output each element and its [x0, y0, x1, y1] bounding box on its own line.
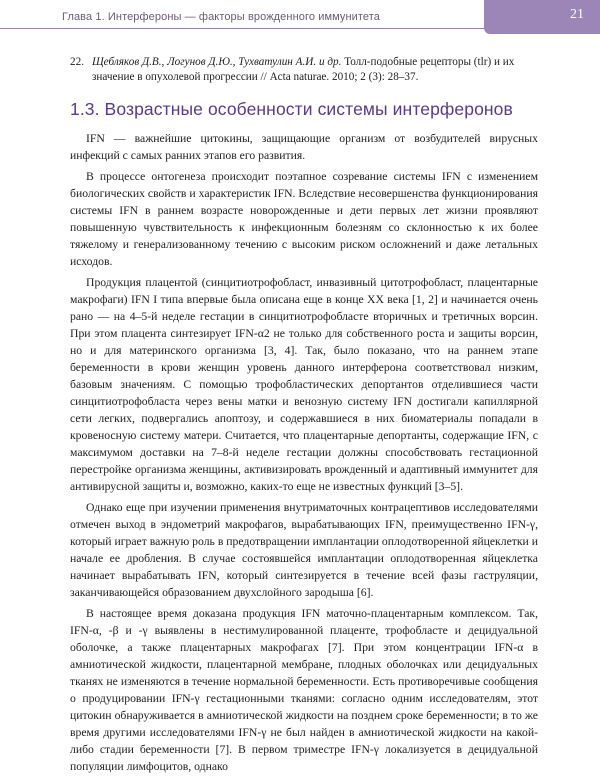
- page-number-tab: [484, 0, 600, 34]
- running-header: [0, 0, 600, 34]
- paragraph: Однако еще при изучении применения внутриматочных контрацептивов исследователями отмечен выход в эндометрий макрофагов, вырабатывающих IFN, преимущественно IFN-γ, который играет важную роль в предотвращении имплантации оплодотворенной яйцеклетки и начале ее дробления. В случае состоявшейся имплантации оплодотворенная яйцеклетка начинает вырабатывать IFN, который синтезируется в течение всей фазы гаструляции, заканчивающейся образованием двухслойного зародыша [6].: [70, 501, 538, 599]
- paragraph: В настоящее время доказана продукция IFN маточно-плацентарным комплексом. Так, IFN-α, -β и -γ выявлены в нестимулированной плаценте, трофобласте и децидуальной оболочке, а также плацентарных макрофагах [7]. При этом концентрации IFN-α в амниотической жидкости, плацентарной мембране, плодных оболочках или децидуальных тканях не изменяются в течение нормальной беременности. Есть противоречивые сообщения о продуцировании IFN-γ гестационными тканями: согласно одним исследователям, этот цитокин обнаруживается в амниотической жидкости на позднем сроке беременности; в то же время другими исследователями IFN-γ не был найден в амниотической жидкости на какой-либо стадии беременности [7]. В первом триместре IFN-γ локализуется в децидуальной популяции лимфоцитов, однако: [70, 607, 538, 773]
- reference-entry: [70, 55, 540, 85]
- paragraph: В процессе онтогенеза происходит поэтапное созревание системы IFN с изменением биологических свойств и характеристик IFN. Вследствие несовершенства функционирования системы IFN в раннем возрасте новорожденные и дети первых лет жизни проявляют повышенную чувствительность к инфекционным болезням со склонностью к их более тяжелому и генерализованному течению с высоким риском осложнений и даже летальных исходов.: [70, 170, 538, 268]
- page-number: 21: [570, 7, 584, 22]
- section-heading: 1.3. Возрастные особенности системы интерферонов: [70, 99, 513, 119]
- paragraph: Продукция плацентой (синцитиотрофобласт, инвазивный цитотрофобласт, плацентарные макрофаги) IFN I типа впервые была описана еще в конце XX века [1, 2] и начинается очень рано — на 4–5-й неделе гестации в синцитиотрофобласте вторичных и третичных ворсин. При этом плацента синтезирует IFN-α2 не только для собственного роста и защиты ворсин, но и для материнского организма [3, 4]. Так, было показано, что на раннем этапе беременности в крови женщин уровень данного интерферона соответствовал низким, базовым значениям. С помощью трофобластических депортантов отделившиеся части синцитиотрофобласта через вены матки и венозную систему IFN достигали капиллярной сети легких, подвергались апоптозу, и содержавшиеся в них биоматериалы попадали в кровеносную систему матери. Считается, что плацентарные депортанты, содержащие IFN, с максимумом доставки на 7–8-й неделе гестации должны способствовать гестационной перестройке организма женщины, активизировать врожденный и адаптивный иммунитет для антивирусной защиты и, возможно, каких-то еще не известных функций [3–5].: [70, 276, 538, 493]
- body-text: [70, 130, 538, 779]
- reference-number: 22.: [70, 56, 84, 68]
- reference-body: Толл-подобные рецепторы (tlr) и их значение в опухолевой прогрессии // Acta naturae. 2010; 2 (3): 28–37.: [92, 56, 515, 83]
- chapter-title: Глава 1. Интерфероны — факторы врожденного иммунитета: [62, 11, 381, 23]
- reference-authors: Щебляков Д.В., Логунов Д.Ю., Тухватулин А.И. и др.: [92, 56, 342, 68]
- paragraph: IFN — важнейшие цитокины, защищающие организм от возбудителей вирусных инфекций с самых ранних этапов его развития.: [70, 132, 538, 162]
- header-rule: [0, 28, 484, 29]
- reference-text: [92, 55, 540, 85]
